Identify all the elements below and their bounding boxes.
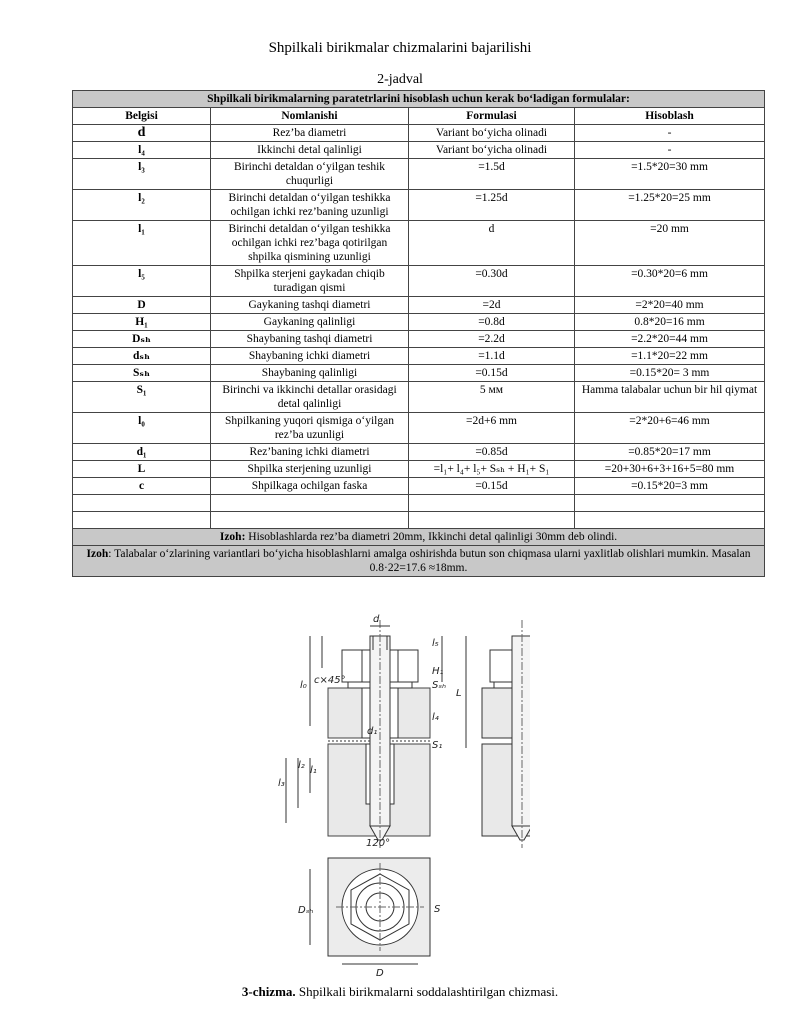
formula-cell: =1.25d [409,190,575,221]
label-120: 120° [366,838,391,849]
table-label: 2-jadval [377,72,423,87]
label-S: S [434,904,441,915]
table-row [73,478,765,495]
empty-cell [211,495,409,512]
stud-joint-drawing [270,608,530,978]
calc-cell: =20 mm [575,221,765,266]
table-row [73,461,765,478]
calc-cell: =1.1*20=22 mm [575,348,765,365]
calc-cell: =0.15*20= 3 mm [575,365,765,382]
formula-cell: =0.30d [409,266,575,297]
table-row [73,348,765,365]
empty-cell [73,495,211,512]
note-2 [73,546,765,577]
symbol-cell: l₀ [73,413,211,444]
calc-cell: =2*20+6=46 mm [575,413,765,444]
symbol-cell: l₃ [73,159,211,190]
label-c45: c×45° [314,675,346,686]
calc-cell: =20+30+6+3+16+5=80 mm [575,461,765,478]
calc-cell: - [575,142,765,159]
header-cell: Nomlanishi [211,108,409,125]
label-l0: l₀ [300,680,307,691]
name-cell: Rez’ba diametri [211,125,409,142]
empty-cell [409,495,575,512]
symbol-cell: l₄ [73,142,211,159]
name-cell: Birinchi detaldan o‘yilgan teshik chuqurligi [211,159,409,190]
note-2-text: : Talabalar o‘zlarining variantlari bo‘yicha hisoblashlarni amalga oshirishda butun son chiqmasa ularni yaxlitlab olishlari mumkin. Masalan 0.8·22=17.6 ≈18mm. [108,548,751,574]
formula-cell: d [409,221,575,266]
label-l4: l₄ [432,712,439,723]
calc-cell: =2.2*20=44 mm [575,331,765,348]
page-title: Shpilkali birikmalar chizmalarini bajarilishi [268,40,532,56]
formula-table [72,90,765,577]
calc-cell: =0.30*20=6 mm [575,266,765,297]
empty-cell [73,512,211,529]
calc-cell: =0.85*20=17 mm [575,444,765,461]
table-row [73,382,765,413]
caption-number: 3-chizma. [241,984,296,999]
name-cell: Shpilka sterjening uzunligi [211,461,409,478]
label-S1: S₁ [432,740,443,751]
name-cell: Shaybaning ichki diametri [211,348,409,365]
name-cell: Birinchi detaldan o‘yilgan teshikka ochilgan ichki rez’baning uzunligi [211,190,409,221]
label-l2: l₂ [298,760,305,771]
empty-cell [211,512,409,529]
table-row [73,125,765,142]
empty-cell [575,512,765,529]
empty-row [73,512,765,529]
symbol-cell: H₁ [73,314,211,331]
label-l3: l₃ [278,778,285,789]
note-2-label: Izoh [86,548,109,560]
table-row [73,444,765,461]
symbol-cell: S₁ [73,382,211,413]
side-view [482,620,530,848]
name-cell: Shpilkaning yuqori qismiga o‘yilgan rez’ba uzunligi [211,413,409,444]
formula-cell: =0.15d [409,365,575,382]
top-view [310,858,430,964]
name-cell: Birinchi detaldan o‘yilgan teshikka ochilgan ichki rez’baga qotirilgan shpilka qismining uzunligi [211,221,409,266]
note-1-label: Izoh: [219,531,246,543]
table-row [73,266,765,297]
formula-cell: =l₁+ l₄+ l₅+ Sₛₕ + H₁+ S₁ [409,461,575,478]
formula-cell: =1.1d [409,348,575,365]
symbol-cell: D [73,297,211,314]
label-D: D [376,968,384,978]
formula-cell: =2d+6 mm [409,413,575,444]
note-1-text: Hisoblashlarda rez’ba diametri 20mm, Ikkinchi detal qalinligi 30mm deb olindi. [245,531,618,543]
symbol-cell: d [73,125,211,142]
name-cell: Shaybaning tashqi diametri [211,331,409,348]
calc-cell: =0.15*20=3 mm [575,478,765,495]
formula-cell: =2d [409,297,575,314]
note-1 [73,529,765,546]
calc-cell: 0.8*20=16 mm [575,314,765,331]
table-row [73,331,765,348]
formula-cell: Variant bo‘yicha olinadi [409,142,575,159]
name-cell: Birinchi va ikkinchi detallar orasidagi detal qalinligi [211,382,409,413]
formula-cell: =0.15d [409,478,575,495]
header-cell: Belgisi [73,108,211,125]
header-cell: Hisoblash [575,108,765,125]
caption-text: Shpilkali birikmalarni soddalashtirilgan chizmasi. [295,984,559,999]
table-row [73,142,765,159]
calc-cell: =2*20=40 mm [575,297,765,314]
symbol-cell: l₅ [73,266,211,297]
formula-cell: 5 мм [409,382,575,413]
symbol-cell: d₁ [73,444,211,461]
formula-cell: =2.2d [409,331,575,348]
name-cell: Ikkinchi detal qalinligi [211,142,409,159]
table-caption: Shpilkali birikmalarning paratetrlarini hisoblash uchun kerak bo‘ladigan formulalar: [73,91,765,108]
symbol-cell: c [73,478,211,495]
label-d: d [373,614,380,625]
figure-caption [0,984,800,1000]
symbol-cell: l₁ [73,221,211,266]
symbol-cell: Sₛₕ [73,365,211,382]
symbol-cell: Dₛₕ [73,331,211,348]
formula-cell: =0.85d [409,444,575,461]
formula-cell: =0.8d [409,314,575,331]
table-row [73,159,765,190]
calc-cell: - [575,125,765,142]
label-Dsh: Dₛₕ [298,905,314,916]
symbol-cell: dₛₕ [73,348,211,365]
label-l1: l₁ [310,765,317,776]
calc-cell: Hamma talabalar uchun bir hil qiymat [575,382,765,413]
calc-cell: =1.25*20=25 mm [575,190,765,221]
label-d1: d₁ [367,726,378,737]
label-Ssh: Sₛₕ [432,680,447,691]
table-row [73,190,765,221]
header-cell: Formulasi [409,108,575,125]
name-cell: Shpilkaga ochilgan faska [211,478,409,495]
name-cell: Shpilka sterjeni gaykadan chiqib turadigan qismi [211,266,409,297]
symbol-cell: l₂ [73,190,211,221]
label-l5: l₅ [432,638,439,649]
symbol-cell: L [73,461,211,478]
formula-cell: Variant bo‘yicha olinadi [409,125,575,142]
table-header-row [73,108,765,125]
calc-cell: =1.5*20=30 mm [575,159,765,190]
empty-row [73,495,765,512]
empty-cell [409,512,575,529]
label-L: L [456,688,462,699]
table-row [73,365,765,382]
name-cell: Rez’baning ichki diametri [211,444,409,461]
name-cell: Gaykaning qalinligi [211,314,409,331]
formula-cell: =1.5d [409,159,575,190]
label-H1: H₁ [432,666,444,677]
empty-cell [575,495,765,512]
table-row [73,314,765,331]
name-cell: Gaykaning tashqi diametri [211,297,409,314]
name-cell: Shaybaning qalinligi [211,365,409,382]
table-row [73,221,765,266]
table-row [73,413,765,444]
table-row [73,297,765,314]
